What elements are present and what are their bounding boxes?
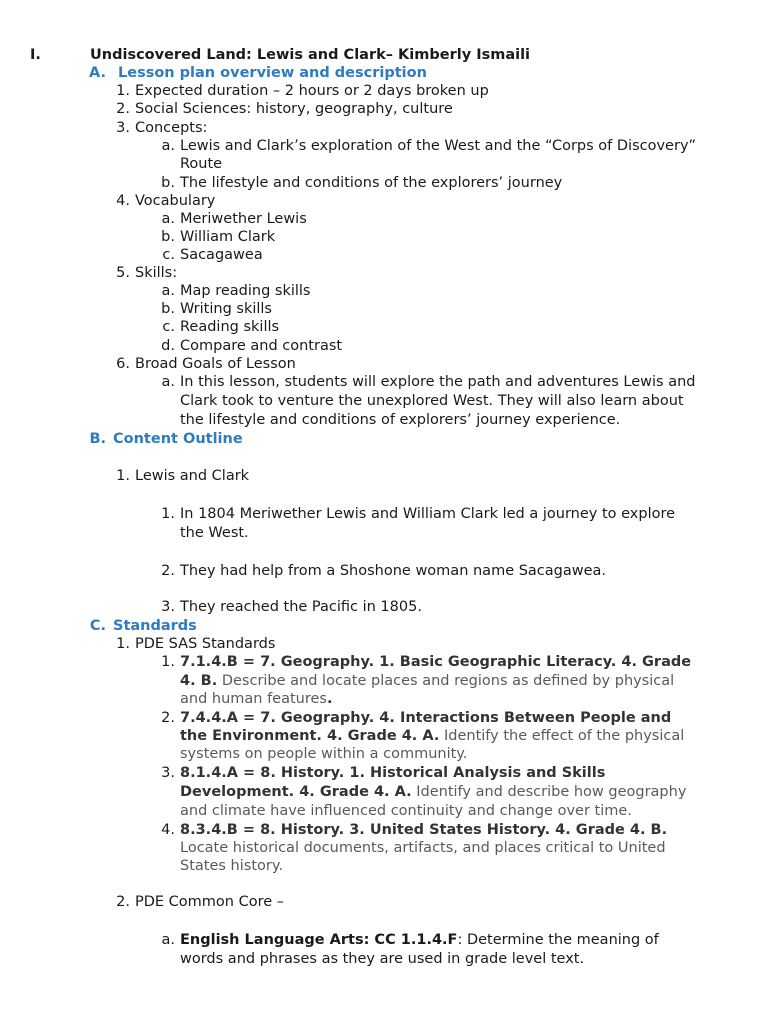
section-b-heading: Content Outline: [113, 431, 243, 447]
list-marker: b.: [161, 301, 175, 317]
list-marker: 4.: [116, 193, 130, 209]
list-marker: 1.: [116, 468, 130, 484]
list-marker: b.: [161, 175, 175, 191]
list-item: Map reading skills: [180, 283, 311, 299]
list-marker: 2.: [161, 710, 175, 726]
list-marker: a.: [161, 932, 175, 948]
list-item: the West.: [180, 525, 249, 541]
standard-code: 8.3.4.B = 8. History. 3. United States History. 4. Grade 4. B.: [180, 822, 668, 838]
list-marker: a.: [161, 211, 175, 227]
list-item: Writing skills: [180, 301, 272, 317]
standard-description: Identify the effect of the physical: [439, 728, 685, 744]
standard-line: [180, 783, 686, 801]
list-item: In this lesson, students will explore the path and adventures Lewis and: [180, 374, 696, 390]
list-item: Skills:: [135, 265, 178, 281]
list-item: Vocabulary: [135, 193, 216, 209]
list-marker: 5.: [116, 265, 130, 281]
list-marker: 2.: [161, 563, 175, 579]
standard-line: [180, 727, 684, 745]
list-item: They reached the Pacific in 1805.: [180, 599, 422, 615]
standard-description: Describe and locate places and regions as defined by physical: [217, 673, 675, 689]
document-title: Undiscovered Land: Lewis and Clark– Kimberly Ismaili: [90, 47, 531, 63]
standard-description: and human features: [180, 691, 327, 707]
list-item: Route: [180, 156, 223, 172]
list-item: Clark took to venture the unexplored West. They will also learn about: [180, 393, 684, 409]
list-marker: a.: [161, 138, 175, 154]
common-core-line: [180, 931, 659, 949]
list-item: In 1804 Meriwether Lewis and William Clark led a journey to explore: [180, 506, 676, 522]
list-item: the lifestyle and conditions of explorers’ journey experience.: [180, 412, 621, 428]
list-item: Sacagawea: [180, 247, 263, 263]
common-core-text: : Determine the meaning of: [457, 932, 659, 948]
list-marker: 6.: [116, 356, 130, 372]
list-item: Compare and contrast: [180, 338, 343, 354]
common-core-text: words and phrases as they are used in grade level text.: [180, 951, 585, 967]
section-c-marker: C.: [89, 618, 106, 634]
section-b-marker: B.: [89, 431, 106, 447]
standard-code: 4. B.: [180, 673, 218, 689]
list-marker: 3.: [161, 765, 175, 781]
list-marker: c.: [162, 247, 175, 263]
list-item: They had help from a Shoshone woman name Sacagawea.: [180, 563, 607, 579]
list-marker: 4.: [161, 822, 175, 838]
section-c-heading: Standards: [113, 618, 197, 634]
section-a-marker: A.: [89, 65, 106, 81]
standard-description: Identify and describe how geography: [411, 784, 687, 800]
list-marker: a.: [161, 374, 175, 390]
standard-code: the Environment. 4. Grade 4. A.: [180, 728, 440, 744]
list-marker: a.: [161, 283, 175, 299]
list-marker: 1.: [161, 654, 175, 670]
standard-code: 7.1.4.B = 7. Geography. 1. Basic Geographic Literacy. 4. Grade: [180, 654, 692, 670]
list-marker: 1.: [116, 636, 130, 652]
list-marker: 1.: [116, 83, 130, 99]
list-item: Lewis and Clark’s exploration of the West and the “Corps of Discovery”: [180, 138, 697, 154]
list-marker: 3.: [161, 599, 175, 615]
list-item: PDE SAS Standards: [135, 636, 276, 652]
list-item: Lewis and Clark: [135, 468, 250, 484]
list-item: William Clark: [180, 229, 276, 245]
list-item: Broad Goals of Lesson: [135, 356, 296, 372]
list-item: Social Sciences: history, geography, culture: [135, 101, 453, 117]
list-marker: 2.: [116, 101, 130, 117]
list-item: Meriwether Lewis: [180, 211, 307, 227]
list-item: Reading skills: [180, 319, 280, 335]
list-marker: 3.: [116, 120, 130, 136]
standard-description: and climate have influenced continuity and change over time.: [180, 803, 632, 819]
standard-line: [180, 672, 674, 690]
section-a-heading: Lesson plan overview and description: [118, 65, 427, 81]
title-marker: I.: [30, 47, 41, 63]
list-item: Concepts:: [135, 120, 208, 136]
common-core-code: English Language Arts: CC 1.1.4.F: [180, 932, 458, 948]
standard-line: [180, 690, 333, 708]
list-item: The lifestyle and conditions of the explorers’ journey: [180, 175, 563, 191]
list-marker: c.: [162, 319, 175, 335]
list-item: PDE Common Core –: [135, 894, 285, 910]
standard-code: 8.1.4.A = 8. History. 1. Historical Analysis and Skills: [180, 765, 606, 781]
standard-period: .: [326, 691, 333, 707]
standard-description: States history.: [180, 858, 283, 874]
list-marker: d.: [161, 338, 175, 354]
list-marker: b.: [161, 229, 175, 245]
standard-code: Development. 4. Grade 4. A.: [180, 784, 412, 800]
list-marker: 1.: [161, 506, 175, 522]
standard-description: Locate historical documents, artifacts, and places critical to United: [180, 840, 666, 856]
standard-description: systems on people within a community.: [180, 746, 468, 762]
list-item: Expected duration – 2 hours or 2 days broken up: [135, 83, 489, 99]
list-marker: 2.: [116, 894, 130, 910]
standard-code: 7.4.4.A = 7. Geography. 4. Interactions Between People and: [180, 710, 672, 726]
